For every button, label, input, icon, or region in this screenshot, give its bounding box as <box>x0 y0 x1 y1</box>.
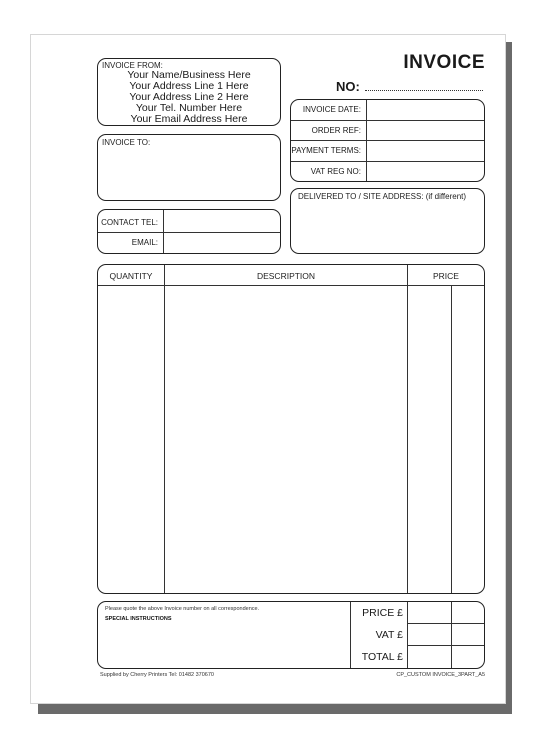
vat-total-field[interactable] <box>409 625 483 644</box>
vat-reg-label: VAT REG NO: <box>310 167 361 176</box>
vat-reg-field[interactable] <box>368 162 482 180</box>
footer-divider-totals <box>407 602 408 668</box>
invoice-from-line-2: Your Address Line 1 Here <box>129 80 249 92</box>
table-divider-description <box>407 265 408 593</box>
footer-box <box>97 601 485 669</box>
email-label: EMAIL: <box>131 238 158 247</box>
invoice-date-field[interactable] <box>368 101 482 119</box>
description-column-field[interactable] <box>166 287 406 591</box>
price-total-field[interactable] <box>409 603 483 622</box>
invoice-from-line-1: Your Name/Business Here <box>127 69 251 81</box>
quantity-column-field[interactable] <box>99 287 163 591</box>
invoice-from-line-3: Your Address Line 2 Here <box>129 91 249 103</box>
price-header: PRICE <box>433 271 459 281</box>
order-ref-label: ORDER REF: <box>311 126 361 135</box>
invoice-from-box <box>97 58 281 126</box>
quantity-header: QUANTITY <box>109 271 153 281</box>
supplier-text: Supplied by Cherry Printers Tel: 01482 370670 <box>100 672 214 678</box>
invoice-number-label: NO: <box>336 79 360 94</box>
invoice-to-box[interactable] <box>97 134 281 201</box>
contact-box <box>97 209 281 254</box>
footer-row-divider-2 <box>407 645 484 646</box>
price-total-label: PRICE £ <box>362 607 403 619</box>
footer-divider-left <box>350 602 351 668</box>
order-ref-field[interactable] <box>368 121 482 139</box>
invoice-from-line-4: Your Tel. Number Here <box>135 102 243 114</box>
price-column-field[interactable] <box>409 287 483 591</box>
payment-terms-label: PAYMENT TERMS: <box>291 146 361 155</box>
contact-tel-label: CONTACT TEL: <box>101 218 158 227</box>
invoice-from-line-5: Your Email Address Here <box>130 113 248 125</box>
invoice-date-label: INVOICE DATE: <box>302 105 361 114</box>
payment-terms-field[interactable] <box>368 141 482 160</box>
invoice-number-field[interactable] <box>365 90 483 91</box>
footer-row-divider-1 <box>407 623 484 624</box>
grand-total-field[interactable] <box>409 647 483 666</box>
invoice-from-label: INVOICE FROM: <box>102 61 163 70</box>
items-table <box>97 264 485 594</box>
email-field[interactable] <box>165 233 278 252</box>
invoice-to-label: INVOICE TO: <box>102 138 151 147</box>
form-code: CP_CUSTOM INVOICE_3PART_A5 <box>396 672 485 678</box>
invoice-details-box <box>290 99 485 182</box>
description-header: DESCRIPTION <box>256 271 316 281</box>
special-instructions-label: SPECIAL INSTRUCTIONS <box>105 616 172 622</box>
delivered-to-label: DELIVERED TO / SITE ADDRESS: (if different) <box>298 192 467 201</box>
special-instructions-field[interactable] <box>105 626 345 666</box>
grand-total-label: TOTAL £ <box>361 651 403 663</box>
table-header-divider <box>98 285 484 286</box>
vat-total-label: VAT £ <box>375 629 403 641</box>
delivered-to-box[interactable] <box>290 188 485 254</box>
quote-note: Please quote the above Invoice number on all correspondence. <box>105 606 260 612</box>
table-divider-quantity <box>164 265 165 593</box>
contact-tel-field[interactable] <box>165 211 278 231</box>
invoice-title: INVOICE <box>403 52 485 73</box>
